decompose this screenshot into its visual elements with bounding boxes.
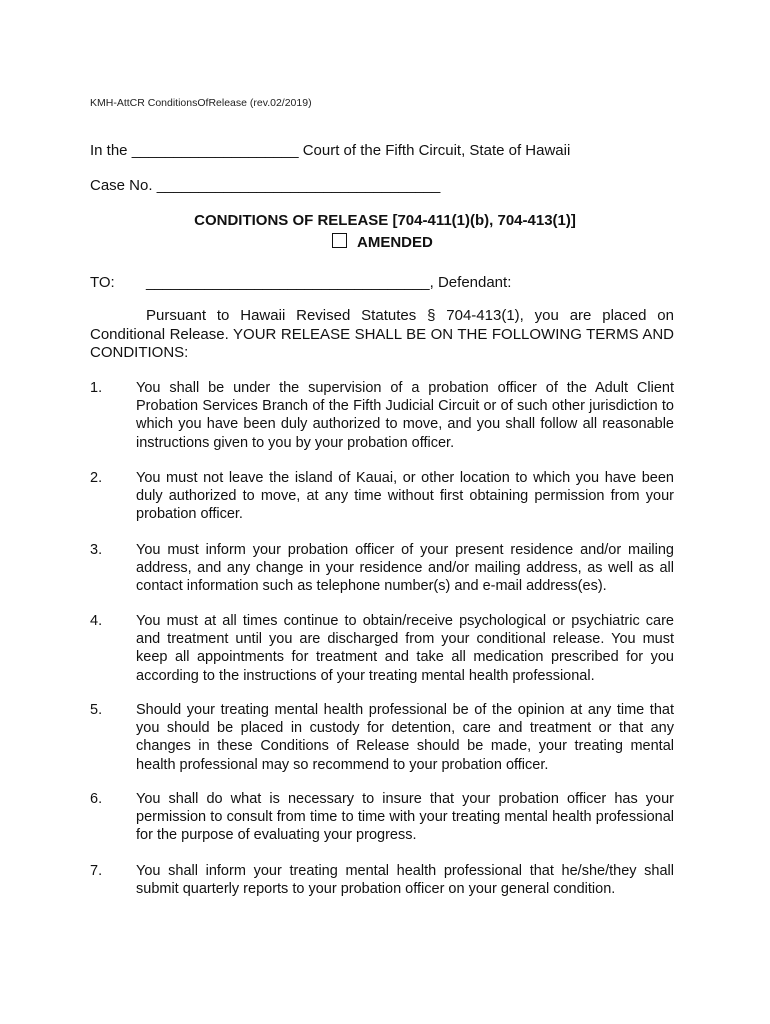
amended-label: AMENDED [357, 234, 433, 251]
condition-number: 6. [90, 791, 103, 807]
condition-number: 1. [90, 380, 103, 396]
condition-number: 4. [90, 613, 103, 629]
condition-number: 5. [90, 702, 103, 718]
condition-text: You must not leave the island of Kauai, or other location to which you have been duly authorized to move, at any time without first obtaining permission from your probation officer. [136, 470, 674, 523]
form-identifier: KMH-AttCR ConditionsOfRelease (rev.02/2019) [90, 97, 312, 109]
condition-text: You shall inform your treating mental health professional that he/she/they shall submit quarterly reports to your probation officer on your general condition. [136, 863, 674, 898]
to-label: TO: [90, 274, 115, 291]
condition-text: You shall do what is necessary to insure that your probation officer has your permission to consult from time to time with your treating mental health professional for the purpose of evaluating your progress. [136, 791, 674, 844]
condition-text: You must inform your probation officer of your present residence and/or mailing address, and any change in your residence and/or mailing address, as well as all contact information such as telephone number(s) and e-mail address(es). [136, 542, 674, 595]
condition-number: 7. [90, 863, 103, 879]
condition-number: 3. [90, 542, 103, 558]
condition-text: Should your treating mental health professional be of the opinion at any time that you should be placed in custody for detention, care and treatment or that any changes in these Conditions of Release should be made, your treating mental health professional may so recommend to your probation officer. [136, 702, 674, 773]
amended-checkbox[interactable] [332, 233, 347, 248]
amended-option[interactable] [332, 234, 433, 251]
court-line: In the ____________________ Court of the Fifth Circuit, State of Hawaii [90, 142, 571, 159]
condition-number: 2. [90, 470, 103, 486]
intro-paragraph: Pursuant to Hawaii Revised Statutes § 704-413(1), you are placed on Conditional Release. YOUR RELEASE SHALL BE ON THE FOLLOWING TERMS AND CONDITIONS: [90, 307, 674, 361]
document-title: CONDITIONS OF RELEASE [704-411(1)(b), 704-413(1)] [194, 212, 576, 229]
case-number-line: Case No. __________________________________ [90, 177, 441, 194]
condition-text: You must at all times continue to obtain/receive psychological or psychiatric care and treatment until you are discharged from your conditional release. You must keep all appointments for treatment and take all medication prescribed for you according to the instructions of your treating mental health professional. [136, 613, 674, 684]
defendant-line: __________________________________, Defendant: [146, 274, 512, 291]
condition-text: You shall be under the supervision of a probation officer of the Adult Client Probation Services Branch of the Fifth Judicial Circuit or of such other jurisdiction to which you have been duly authorized to move, and you shall follow all reasonable instructions given to you by your probation officer. [136, 380, 674, 451]
